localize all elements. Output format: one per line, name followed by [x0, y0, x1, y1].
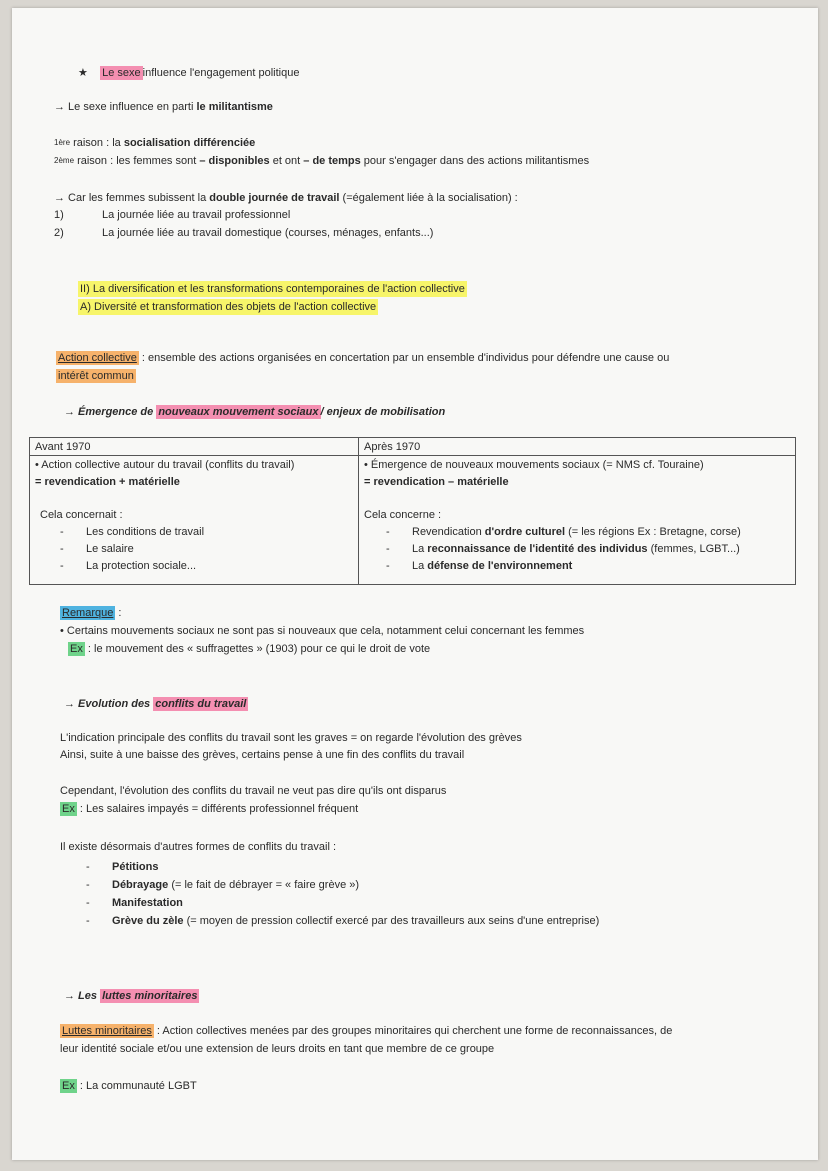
remarque-label: Remarque : — [62, 607, 122, 619]
table-cell: - Les conditions de travail — [60, 526, 205, 538]
evolution-heading: → Evolution des conflits du travail — [64, 698, 247, 710]
table-divider — [358, 438, 359, 584]
comparison-table — [29, 437, 796, 585]
heading-ii: II) La diversification et les transformations contemporaines de l'action collective — [80, 283, 465, 295]
table-header: Après 1970 — [364, 441, 421, 453]
definition-luttes: Luttes minoritaires : Action collectives menées par des groupes minoritaires qui cherchent une forme de reconnaissances, de — [62, 1025, 673, 1037]
table-cell: = revendication – matérielle — [364, 476, 509, 488]
militantisme-line: → Le sexe influence en parti le militantisme — [54, 101, 273, 113]
list-item-text: La journée liée au travail domestique (courses, ménages, enfants...) — [102, 227, 434, 239]
definition-action-collective: Action collective : ensemble des actions organisées en concertation par un ensemble d'individus pour défendre une cause ou — [58, 352, 670, 364]
emergence-heading: → Émergence de nouveaux mouvement sociaux / enjeux de mobilisation — [64, 406, 446, 418]
double-journee-line: → Car les femmes subissent la double journée de travail (=également liée à la socialisation) : — [54, 192, 518, 204]
table-cell: Cela concernait : — [40, 509, 123, 521]
table-divider — [30, 455, 795, 456]
note-page — [12, 8, 818, 1160]
remarque-example: Ex : le mouvement des « suffragettes » (1903) pour ce qui le droit de vote — [70, 643, 431, 655]
paragraph: Il existe désormais d'autres formes de conflits du travail : — [60, 841, 336, 853]
paragraph: Cependant, l'évolution des conflits du travail ne veut pas dire qu'ils ont disparus — [60, 785, 447, 797]
list-item-text: La journée liée au travail professionnel — [102, 209, 291, 221]
list-item: 1) — [54, 209, 64, 221]
table-cell: - La reconnaissance de l'identité des individus (femmes, LGBT...) — [386, 543, 740, 555]
table-cell: - Revendication d'ordre culturel (= les régions Ex : Bretagne, corse) — [386, 526, 741, 538]
paragraph: L'indication principale des conflits du travail sont les graves = on regarde l'évolution des grèves — [60, 732, 522, 744]
remarque-line: • Certains mouvements sociaux ne sont pas si nouveaux que cela, notamment celui concernant les femmes — [60, 625, 585, 637]
list-item: - Pétitions — [86, 861, 159, 873]
definition-line-2: intérêt commun — [58, 370, 134, 382]
table-cell: • Action collective autour du travail (conflits du travail) — [35, 459, 295, 471]
table-cell: - Le salaire — [60, 543, 134, 555]
raison-2: $^{2ème}$ raison : les femmes sont – disponibles et ont – de temps pour s'engager dans des actions militantismes — [54, 155, 590, 167]
section-title: ★ Le sexe influence l'engagement politique — [78, 67, 300, 79]
example-line: Ex : Les salaires impayés = différents professionnel fréquent — [62, 803, 359, 815]
luttes-heading: → Les luttes minoritaires — [64, 990, 198, 1002]
star-icon: ★ — [78, 67, 88, 79]
table-cell: Cela concerne : — [364, 509, 442, 521]
list-item: - Grève du zèle (= moyen de pression collectif exercé par des travailleurs aux seins d'une entreprise) — [86, 915, 600, 927]
table-cell: • Émergence de nouveaux mouvements sociaux (= NMS cf. Touraine) — [364, 459, 704, 471]
table-cell: - La protection sociale... — [60, 560, 197, 572]
list-item: - Manifestation — [86, 897, 183, 909]
paragraph: Ainsi, suite à une baisse des grèves, certains pense à une fin des conflits du travail — [60, 749, 465, 761]
table-cell: = revendication + matérielle — [35, 476, 180, 488]
definition-line-2: leur identité sociale et/ou une extension de leurs droits en tant que membre de ce groupe — [60, 1043, 495, 1055]
list-item: - Débrayage (= le fait de débrayer = « faire grève ») — [86, 879, 360, 891]
heading-a: A) Diversité et transformation des objets de l'action collective — [80, 301, 377, 313]
example-line: Ex : La communauté LGBT — [62, 1080, 197, 1092]
table-header: Avant 1970 — [35, 441, 91, 453]
raison-1: $^{1ère}$ raison : la socialisation différenciée — [54, 137, 256, 149]
list-item: 2) — [54, 227, 64, 239]
table-cell: - La défense de l'environnement — [386, 560, 573, 572]
